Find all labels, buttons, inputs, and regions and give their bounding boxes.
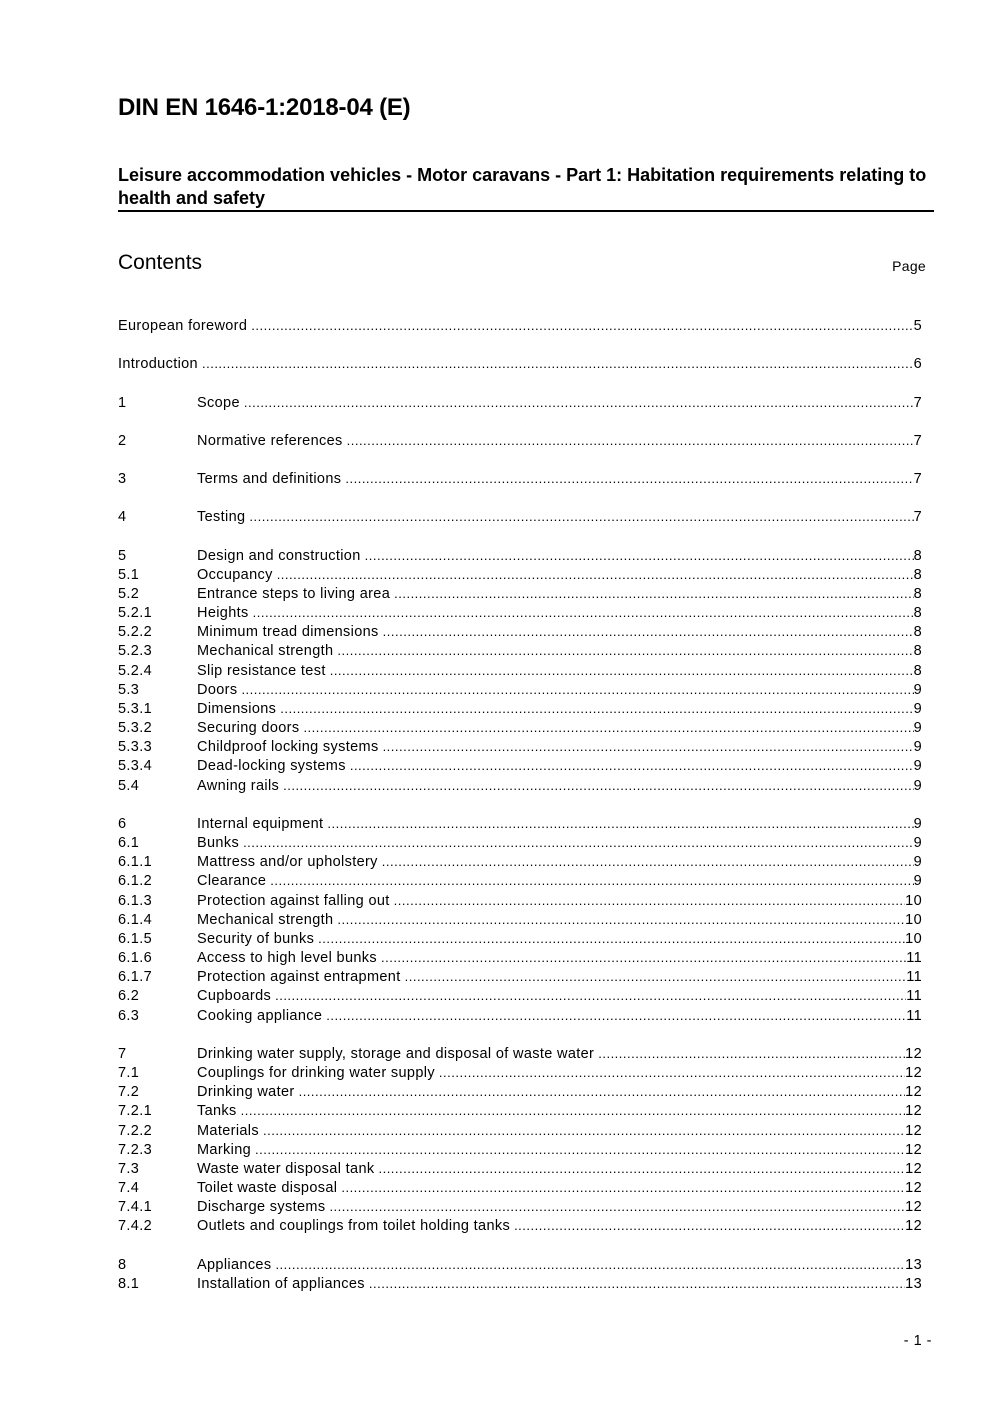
toc-entry-label: Internal equipment [197, 816, 324, 832]
toc-entry-page: 9 [913, 758, 922, 774]
toc-leader-dots [243, 833, 914, 853]
document-id: DIN EN 1646-1:2018-04 (E) [118, 94, 411, 121]
toc-entry-label: Clearance [197, 873, 267, 889]
toc-entry-page: 12 [905, 1046, 922, 1062]
toc-entry-page: 9 [913, 816, 922, 832]
toc-entry-page: 9 [913, 854, 922, 870]
toc-entry-page: 12 [905, 1065, 922, 1081]
toc-entry[interactable] [118, 565, 922, 584]
toc-leader-dots [345, 469, 913, 489]
toc-entry[interactable] [118, 431, 922, 450]
toc-entry-page: 12 [905, 1142, 922, 1158]
toc-entry-page: 7 [913, 395, 922, 411]
toc-entry-label: Normative references [197, 433, 343, 449]
toc-entry[interactable] [118, 603, 922, 622]
toc-entry-page: 12 [905, 1084, 922, 1100]
toc-entry-number: 3 [118, 471, 127, 487]
toc-entry-page: 11 [906, 1008, 922, 1024]
toc-entry-number: 7.4.2 [118, 1218, 152, 1234]
toc-entry-page: 8 [913, 643, 922, 659]
toc-entry[interactable] [118, 1101, 922, 1120]
toc-entry-page: 13 [905, 1257, 922, 1273]
toc-entry-number: 6.1 [118, 835, 140, 851]
toc-entry-label: Protection against falling out [197, 893, 390, 909]
toc-leader-dots [514, 1216, 905, 1236]
toc-leader-dots [394, 891, 905, 911]
toc-leader-dots [337, 910, 905, 930]
page-number: - 1 - [903, 1333, 932, 1349]
toc-entry[interactable] [118, 891, 922, 910]
toc-entry-label: Mechanical strength [197, 912, 334, 928]
toc-entry[interactable] [118, 929, 922, 948]
toc-leader-dots [326, 1006, 906, 1026]
toc-leader-dots [255, 1140, 905, 1160]
toc-leader-dots [598, 1044, 905, 1064]
toc-entry-number: 8.1 [118, 1276, 140, 1292]
toc-leader-dots [241, 680, 913, 700]
toc-entry[interactable] [118, 1140, 922, 1159]
toc-entry[interactable] [118, 1255, 922, 1274]
toc-entry-label: Cupboards [197, 988, 272, 1004]
toc-entry-number: 6.1.5 [118, 931, 152, 947]
toc-leader-dots [241, 1101, 906, 1121]
toc-entry[interactable] [118, 469, 922, 488]
toc-entry-number: 6 [118, 816, 127, 832]
toc-entry-label: Entrance steps to living area [197, 586, 391, 602]
toc-entry-page: 10 [905, 931, 922, 947]
toc-entry-page: 8 [913, 586, 922, 602]
toc-entry-label: European foreword [118, 318, 248, 334]
toc-entry-number: 1 [118, 395, 127, 411]
toc-entry[interactable] [118, 776, 922, 795]
toc-leader-dots [263, 1121, 905, 1141]
toc-entry[interactable] [118, 910, 922, 929]
toc-entry[interactable] [118, 1216, 922, 1235]
toc-entry-number: 6.3 [118, 1008, 140, 1024]
toc-entry-number: 6.1.6 [118, 950, 152, 966]
toc-entry-number: 5.3.4 [118, 758, 152, 774]
toc-leader-dots [378, 1159, 905, 1179]
toc-entry-number: 6.1.2 [118, 873, 152, 889]
toc-entry-label: Waste water disposal tank [197, 1161, 375, 1177]
toc-entry-label: Materials [197, 1123, 259, 1139]
toc-entry-label: Outlets and couplings from toilet holding tanks [197, 1218, 511, 1234]
toc-entry-label: Appliances [197, 1257, 272, 1273]
toc-entry-label: Heights [197, 605, 249, 621]
toc-entry-label: Bunks [197, 835, 240, 851]
toc-entry-number: 7.3 [118, 1161, 140, 1177]
toc-leader-dots [329, 1197, 905, 1217]
toc-leader-dots [369, 1274, 905, 1294]
toc-entry-number: 6.1.1 [118, 854, 152, 870]
toc-entry-number: 5.2 [118, 586, 140, 602]
toc-leader-dots [249, 507, 913, 527]
toc-entry-number: 2 [118, 433, 127, 449]
toc-entry[interactable] [118, 393, 922, 412]
toc-entry-page: 11 [906, 969, 922, 985]
toc-leader-dots [394, 584, 913, 604]
toc-entry-label: Dead-locking systems [197, 758, 346, 774]
toc-leader-dots [381, 948, 906, 968]
toc-leader-dots [330, 661, 914, 681]
toc-entry[interactable] [118, 680, 922, 699]
toc-entry-label: Terms and definitions [197, 471, 342, 487]
toc-entry[interactable] [118, 871, 922, 890]
toc-entry-page: 5 [913, 318, 922, 334]
toc-entry-page: 8 [913, 605, 922, 621]
toc-entry-label: Protection against entrapment [197, 969, 401, 985]
toc-entry[interactable] [118, 1159, 922, 1178]
toc-entry[interactable] [118, 833, 922, 852]
toc-entry-label: Awning rails [197, 778, 280, 794]
toc-leader-dots [202, 354, 914, 374]
toc-leader-dots [382, 852, 914, 872]
toc-leader-dots [275, 1255, 905, 1275]
toc-leader-dots [341, 1178, 905, 1198]
toc-leader-dots [303, 718, 913, 738]
toc-entry-page: 13 [905, 1276, 922, 1292]
toc-entry-page: 9 [913, 682, 922, 698]
toc-entry-page: 10 [905, 893, 922, 909]
toc-entry-number: 7.1 [118, 1065, 140, 1081]
toc-entry-number: 5.3.3 [118, 739, 152, 755]
toc-entry-page: 6 [913, 356, 922, 372]
toc-entry-page: 8 [913, 548, 922, 564]
toc-entry-number: 8 [118, 1257, 127, 1273]
toc-leader-dots [439, 1063, 905, 1083]
toc-entry-label: Marking [197, 1142, 252, 1158]
toc-entry-number: 6.2 [118, 988, 140, 1004]
toc-entry-page: 12 [905, 1199, 922, 1215]
toc-entry-page: 12 [905, 1161, 922, 1177]
toc-entry-label: Discharge systems [197, 1199, 326, 1215]
toc-entry-number: 5.1 [118, 567, 140, 583]
toc-entry[interactable] [118, 1044, 922, 1063]
toc-entry-label: Childproof locking systems [197, 739, 379, 755]
toc-leader-dots [270, 871, 913, 891]
toc-entry-label: Slip resistance test [197, 663, 326, 679]
toc-entry-page: 11 [906, 950, 922, 966]
toc-entry[interactable] [118, 986, 922, 1005]
toc-entry[interactable] [118, 948, 922, 967]
toc-entry[interactable] [118, 1197, 922, 1216]
title-rule [118, 210, 934, 212]
toc-entry-number: 5.2.1 [118, 605, 152, 621]
toc-entry-label: Occupancy [197, 567, 273, 583]
toc-entry-page: 11 [906, 988, 922, 1004]
document-title: Leisure accommodation vehicles - Motor caravans - Part 1: Habitation requirements relating to health and safety [118, 165, 927, 208]
toc-entry-page: 7 [913, 509, 922, 525]
toc-entry-number: 7.2 [118, 1084, 140, 1100]
toc-leader-dots [280, 699, 913, 719]
toc-entry-page: 8 [913, 663, 922, 679]
toc-leader-dots [405, 967, 907, 987]
toc-entry[interactable] [118, 1082, 922, 1101]
toc-entry-page: 7 [913, 433, 922, 449]
toc-entry-page: 8 [913, 624, 922, 640]
toc-entry[interactable] [118, 546, 922, 565]
toc-entry[interactable] [118, 852, 922, 871]
toc-entry-page: 7 [913, 471, 922, 487]
toc-leader-dots [350, 756, 914, 776]
toc-leader-dots [365, 546, 914, 566]
toc-entry-page: 9 [913, 739, 922, 755]
toc-entry-label: Tanks [197, 1103, 237, 1119]
toc-entry-page: 12 [905, 1218, 922, 1234]
toc-leader-dots [383, 622, 914, 642]
toc-entry-number: 6.1.7 [118, 969, 152, 985]
toc-entry[interactable] [118, 1121, 922, 1140]
toc-entry-label: Dimensions [197, 701, 277, 717]
toc-entry-page: 12 [905, 1103, 922, 1119]
toc-entry-page: 9 [913, 835, 922, 851]
toc-entry-number: 7.2.3 [118, 1142, 152, 1158]
toc-entry-page: 9 [913, 778, 922, 794]
toc-entry-label: Testing [197, 509, 246, 525]
toc-leader-dots [251, 316, 913, 336]
toc-entry[interactable] [118, 967, 922, 986]
toc-entry-number: 5.2.3 [118, 643, 152, 659]
toc-entry[interactable] [118, 584, 922, 603]
toc-entry-number: 5.4 [118, 778, 140, 794]
toc-entry-label: Cooking appliance [197, 1008, 323, 1024]
toc-entry-label: Scope [197, 395, 240, 411]
contents-heading: Contents [118, 251, 203, 274]
toc-entry-page: 9 [913, 720, 922, 736]
toc-entry-label: Minimum tread dimensions [197, 624, 379, 640]
toc-entry-number: 7.4 [118, 1180, 140, 1196]
toc-entry-page: 12 [905, 1180, 922, 1196]
toc-entry[interactable] [118, 641, 922, 660]
toc-entry-label: Securing doors [197, 720, 300, 736]
toc-leader-dots [327, 814, 913, 834]
toc-entry-label: Drinking water supply, storage and disposal of waste water [197, 1046, 595, 1062]
toc-entry-number: 7.2.2 [118, 1123, 152, 1139]
toc-entry[interactable] [118, 718, 922, 737]
toc-entry[interactable] [118, 1274, 922, 1293]
toc-entry-number: 5.3.1 [118, 701, 152, 717]
toc-leader-dots [347, 431, 914, 451]
toc-entry[interactable] [118, 814, 922, 833]
toc-entry-number: 5.3 [118, 682, 140, 698]
toc-entry-number: 5.2.4 [118, 663, 152, 679]
toc-entry-label: Design and construction [197, 548, 361, 564]
toc-entry-number: 5.3.2 [118, 720, 152, 736]
toc-leader-dots [299, 1082, 906, 1102]
toc-entry-page: 12 [905, 1123, 922, 1139]
toc-entry-label: Mechanical strength [197, 643, 334, 659]
toc-entry-label: Drinking water [197, 1084, 295, 1100]
toc-entry-label: Introduction [118, 356, 198, 372]
toc-entry-number: 7 [118, 1046, 127, 1062]
toc-leader-dots [337, 641, 913, 661]
toc-leader-dots [283, 776, 913, 796]
toc-entry-page: 9 [913, 873, 922, 889]
page-column-heading: Page [892, 258, 926, 274]
toc-entry-number: 6.1.3 [118, 893, 152, 909]
toc-entry-label: Mattress and/or upholstery [197, 854, 378, 870]
toc-leader-dots [253, 603, 914, 623]
toc-entry-number: 5.2.2 [118, 624, 152, 640]
toc-entry-page: 9 [913, 701, 922, 717]
toc-entry[interactable] [118, 1178, 922, 1197]
toc-entry-page: 8 [913, 567, 922, 583]
toc-entry[interactable] [118, 737, 922, 756]
toc-entry-label: Security of bunks [197, 931, 315, 947]
toc-leader-dots [244, 393, 914, 413]
toc-entry-label: Access to high level bunks [197, 950, 377, 966]
toc-leader-dots [318, 929, 905, 949]
toc-leader-dots [277, 565, 914, 585]
toc-entry[interactable] [118, 507, 922, 526]
toc-entry[interactable] [118, 699, 922, 718]
toc-entry[interactable] [118, 316, 922, 335]
toc-entry-label: Toilet waste disposal [197, 1180, 338, 1196]
toc-entry-number: 7.4.1 [118, 1199, 152, 1215]
toc-entry[interactable] [118, 622, 922, 641]
toc-entry[interactable] [118, 756, 922, 775]
toc-entry[interactable] [118, 354, 922, 373]
toc-entry-number: 7.2.1 [118, 1103, 152, 1119]
toc-entry-label: Couplings for drinking water supply [197, 1065, 435, 1081]
toc-entry-number: 4 [118, 509, 127, 525]
toc-entry-label: Doors [197, 682, 238, 698]
toc-entry-label: Installation of appliances [197, 1276, 365, 1292]
toc-entry[interactable] [118, 1006, 922, 1025]
toc-entry-number: 6.1.4 [118, 912, 152, 928]
toc-entry[interactable] [118, 1063, 922, 1082]
toc-entry[interactable] [118, 661, 922, 680]
toc-entry-page: 10 [905, 912, 922, 928]
toc-leader-dots [275, 986, 906, 1006]
toc-leader-dots [383, 737, 914, 757]
toc-entry-number: 5 [118, 548, 127, 564]
